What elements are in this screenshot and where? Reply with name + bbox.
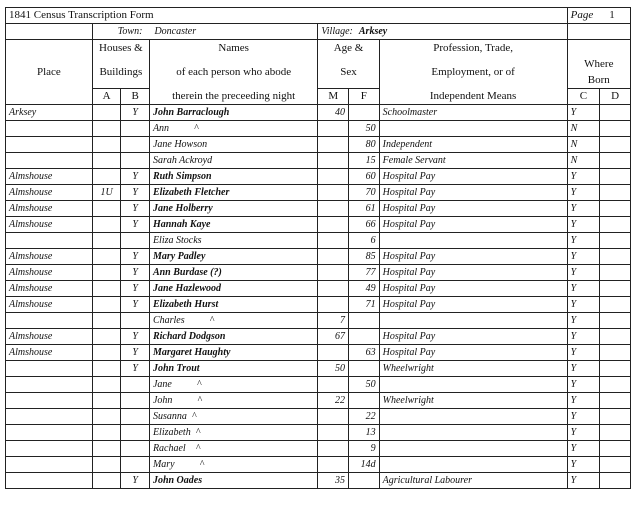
age-male-cell: 40	[318, 105, 349, 121]
col-a-cell	[92, 473, 121, 489]
place-cell: Arksey	[6, 105, 93, 121]
page-label: Page	[570, 9, 594, 21]
name-cell: Sarah Ackroyd	[149, 153, 317, 169]
age-male-cell	[318, 441, 349, 457]
name-cell: Rachael ^	[149, 441, 317, 457]
census-form	[5, 7, 631, 489]
col-c-header: C	[567, 89, 600, 105]
col-a-cell	[92, 345, 121, 361]
name-cell: Margaret Haughty	[149, 345, 317, 361]
names-sub-1: of each person who abode	[149, 56, 317, 89]
born-c-cell: Y	[567, 297, 600, 313]
age-male-cell	[318, 297, 349, 313]
age-female-cell	[349, 105, 380, 121]
age-male-cell	[318, 249, 349, 265]
age-male-cell: 35	[318, 473, 349, 489]
place-cell	[6, 425, 93, 441]
born-c-cell: Y	[567, 441, 600, 457]
profession-cell: Hospital Pay	[379, 329, 567, 345]
col-a-cell	[92, 169, 121, 185]
age-female-cell	[349, 313, 380, 329]
profession-cell: Female Servant	[379, 153, 567, 169]
col-b-cell	[121, 393, 150, 409]
profession-cell: Hospital Pay	[379, 169, 567, 185]
place-cell: Almshouse	[6, 345, 93, 361]
profession-header-3: Independent Means	[379, 89, 567, 105]
born-c-cell: Y	[567, 105, 600, 121]
profession-cell: Schoolmaster	[379, 105, 567, 121]
col-a-cell	[92, 265, 121, 281]
col-b-cell: Y	[121, 265, 150, 281]
age-female-cell: 6	[349, 233, 380, 249]
profession-cell: Agricultural Labourer	[379, 473, 567, 489]
where-header-spacer	[567, 40, 630, 57]
place-cell	[6, 153, 93, 169]
age-female-cell	[349, 393, 380, 409]
age-female-cell: 70	[349, 185, 380, 201]
age-female-cell: 85	[349, 249, 380, 265]
age-female-cell: 14d	[349, 457, 380, 473]
age-male-cell	[318, 121, 349, 137]
col-b-cell	[121, 457, 150, 473]
age-male-cell	[318, 137, 349, 153]
place-cell	[6, 457, 93, 473]
born-c-cell: Y	[567, 393, 600, 409]
born-d-cell	[600, 473, 631, 489]
age-female-cell: 13	[349, 425, 380, 441]
col-a-cell	[92, 249, 121, 265]
col-a-cell	[92, 329, 121, 345]
col-a-cell	[92, 153, 121, 169]
name-cell: Jane Howson	[149, 137, 317, 153]
name-cell: Elizabeth Hurst	[149, 297, 317, 313]
col-b-cell	[121, 233, 150, 249]
col-b-cell	[121, 313, 150, 329]
age-female-cell: 80	[349, 137, 380, 153]
age-female-cell	[349, 329, 380, 345]
age-female-cell: 49	[349, 281, 380, 297]
table-row	[6, 281, 631, 297]
age-female-cell	[349, 473, 380, 489]
col-b-cell: Y	[121, 329, 150, 345]
born-c-cell: Y	[567, 217, 600, 233]
col-b-cell: Y	[121, 473, 150, 489]
name-cell: Richard Dodgson	[149, 329, 317, 345]
born-c-cell: Y	[567, 361, 600, 377]
born-c-cell: Y	[567, 201, 600, 217]
col-b-cell	[121, 377, 150, 393]
age-female-cell: 50	[349, 377, 380, 393]
born-c-cell: Y	[567, 265, 600, 281]
col-a-cell	[92, 217, 121, 233]
col-b-cell: Y	[121, 297, 150, 313]
born-c-cell: Y	[567, 249, 600, 265]
profession-cell: Hospital Pay	[379, 185, 567, 201]
profession-cell: Hospital Pay	[379, 201, 567, 217]
name-cell: Ann ^	[149, 121, 317, 137]
born-d-cell	[600, 457, 631, 473]
born-d-cell	[600, 265, 631, 281]
town-cell	[92, 24, 318, 40]
profession-cell	[379, 313, 567, 329]
born-c-cell: Y	[567, 233, 600, 249]
census-rows	[6, 105, 631, 489]
age-male-cell	[318, 265, 349, 281]
village-label: Village:	[321, 26, 353, 37]
col-m-header: M	[318, 89, 349, 105]
table-row	[6, 361, 631, 377]
born-d-cell	[600, 441, 631, 457]
name-cell: Susanna ^	[149, 409, 317, 425]
born-d-cell	[600, 329, 631, 345]
name-cell: Jane ^	[149, 377, 317, 393]
where-header	[567, 56, 630, 89]
born-d-cell	[600, 217, 631, 233]
profession-cell: Wheelwright	[379, 361, 567, 377]
table-row	[6, 457, 631, 473]
born-d-cell	[600, 201, 631, 217]
table-row	[6, 441, 631, 457]
born-d-cell	[600, 377, 631, 393]
name-cell: John Barraclough	[149, 105, 317, 121]
age-male-cell: 22	[318, 393, 349, 409]
place-cell	[6, 441, 93, 457]
table-row	[6, 425, 631, 441]
name-cell: Charles ^	[149, 313, 317, 329]
age-female-cell	[349, 361, 380, 377]
age-male-cell	[318, 425, 349, 441]
born-d-cell	[600, 425, 631, 441]
col-b-cell	[121, 425, 150, 441]
place-cell	[6, 473, 93, 489]
col-d-header: D	[600, 89, 631, 105]
place-cell	[6, 409, 93, 425]
col-b-cell: Y	[121, 249, 150, 265]
form-title: 1841 Census Transcription Form	[6, 8, 568, 24]
table-row	[6, 137, 631, 153]
age-male-cell	[318, 377, 349, 393]
col-a-cell	[92, 201, 121, 217]
col-b-cell	[121, 441, 150, 457]
name-cell: John Trout	[149, 361, 317, 377]
page-indicator	[567, 8, 630, 24]
place-cell: Almshouse	[6, 249, 93, 265]
born-c-cell: N	[567, 121, 600, 137]
table-row	[6, 153, 631, 169]
village-spacer	[567, 24, 630, 40]
born-c-cell: N	[567, 153, 600, 169]
table-row	[6, 329, 631, 345]
profession-cell: Hospital Pay	[379, 297, 567, 313]
name-cell: Jane Hazlewood	[149, 281, 317, 297]
age-female-cell: 77	[349, 265, 380, 281]
age-female-cell: 15	[349, 153, 380, 169]
name-cell: John ^	[149, 393, 317, 409]
name-cell: Elizabeth Fletcher	[149, 185, 317, 201]
born-d-cell	[600, 297, 631, 313]
born-d-cell	[600, 169, 631, 185]
village-value: Arksey	[358, 26, 388, 37]
age-male-cell	[318, 409, 349, 425]
age-male-cell	[318, 201, 349, 217]
age-header-2: Sex	[318, 56, 379, 89]
born-d-cell	[600, 249, 631, 265]
col-b-cell	[121, 409, 150, 425]
table-row	[6, 265, 631, 281]
table-row	[6, 473, 631, 489]
born-d-cell	[600, 361, 631, 377]
col-b-cell: Y	[121, 217, 150, 233]
age-male-cell	[318, 281, 349, 297]
age-male-cell	[318, 345, 349, 361]
name-cell: Mary Padley	[149, 249, 317, 265]
age-female-cell: 50	[349, 121, 380, 137]
col-b-header: B	[121, 89, 150, 105]
age-female-cell: 60	[349, 169, 380, 185]
profession-cell	[379, 425, 567, 441]
names-header: Names	[149, 40, 317, 57]
table-row	[6, 377, 631, 393]
profession-cell	[379, 233, 567, 249]
place-cell: Almshouse	[6, 185, 93, 201]
place-cell: Almshouse	[6, 265, 93, 281]
col-a-cell	[92, 121, 121, 137]
table-row	[6, 105, 631, 121]
place-cell	[6, 121, 93, 137]
born-c-cell: Y	[567, 345, 600, 361]
names-sub-2: therein the preceeding night	[149, 89, 317, 105]
table-row	[6, 297, 631, 313]
born-c-cell: Y	[567, 377, 600, 393]
table-row	[6, 393, 631, 409]
profession-cell: Independent	[379, 137, 567, 153]
born-c-cell: Y	[567, 329, 600, 345]
name-cell: Mary ^	[149, 457, 317, 473]
col-a-cell	[92, 233, 121, 249]
name-cell: Jane Holberry	[149, 201, 317, 217]
town-label: Town:	[117, 26, 143, 37]
age-male-cell: 50	[318, 361, 349, 377]
born-d-cell	[600, 153, 631, 169]
age-male-cell	[318, 185, 349, 201]
born-c-cell: Y	[567, 313, 600, 329]
where-header-2: Born	[587, 74, 610, 86]
table-row	[6, 313, 631, 329]
place-cell: Almshouse	[6, 281, 93, 297]
table-row	[6, 121, 631, 137]
profession-cell: Hospital Pay	[379, 265, 567, 281]
col-b-cell	[121, 137, 150, 153]
profession-cell	[379, 441, 567, 457]
col-b-cell: Y	[121, 345, 150, 361]
census-table	[5, 7, 631, 489]
town-value: Doncaster	[154, 26, 197, 37]
age-female-cell: 71	[349, 297, 380, 313]
place-cell	[6, 137, 93, 153]
place-cell: Almshouse	[6, 217, 93, 233]
name-cell: Hannah Kaye	[149, 217, 317, 233]
born-d-cell	[600, 393, 631, 409]
profession-header-1: Profession, Trade,	[379, 40, 567, 57]
age-male-cell	[318, 217, 349, 233]
age-male-cell	[318, 153, 349, 169]
profession-cell	[379, 121, 567, 137]
born-d-cell	[600, 105, 631, 121]
table-row	[6, 169, 631, 185]
col-a-cell	[92, 137, 121, 153]
profession-cell: Hospital Pay	[379, 281, 567, 297]
age-female-cell: 9	[349, 441, 380, 457]
col-b-cell	[121, 153, 150, 169]
table-row	[6, 217, 631, 233]
town-spacer	[6, 24, 93, 40]
place-cell	[6, 377, 93, 393]
col-f-header: F	[349, 89, 380, 105]
table-row	[6, 201, 631, 217]
born-c-cell: Y	[567, 281, 600, 297]
profession-cell: Hospital Pay	[379, 249, 567, 265]
col-b-cell: Y	[121, 105, 150, 121]
profession-cell	[379, 409, 567, 425]
col-b-cell: Y	[121, 201, 150, 217]
houses-header-1: Houses &	[92, 40, 149, 57]
table-row	[6, 185, 631, 201]
place-cell	[6, 313, 93, 329]
profession-cell	[379, 377, 567, 393]
place-cell	[6, 361, 93, 377]
table-row	[6, 345, 631, 361]
col-a-cell	[92, 441, 121, 457]
born-c-cell: Y	[567, 185, 600, 201]
place-header: Place	[6, 40, 93, 105]
born-c-cell: Y	[567, 409, 600, 425]
age-header-1: Age &	[318, 40, 379, 57]
born-c-cell: N	[567, 137, 600, 153]
profession-cell	[379, 457, 567, 473]
where-header-1: Where	[584, 58, 614, 70]
col-a-cell	[92, 425, 121, 441]
name-cell: Ann Burdase (?)	[149, 265, 317, 281]
col-b-cell	[121, 121, 150, 137]
born-d-cell	[600, 345, 631, 361]
col-b-cell: Y	[121, 169, 150, 185]
profession-cell: Wheelwright	[379, 393, 567, 409]
col-a-header: A	[92, 89, 121, 105]
name-cell: Elizabeth ^	[149, 425, 317, 441]
col-a-cell	[92, 409, 121, 425]
born-c-cell: Y	[567, 169, 600, 185]
table-row	[6, 233, 631, 249]
place-cell	[6, 233, 93, 249]
age-male-cell: 67	[318, 329, 349, 345]
place-cell	[6, 393, 93, 409]
place-cell: Almshouse	[6, 201, 93, 217]
page-number: 1	[609, 9, 615, 21]
profession-cell: Hospital Pay	[379, 217, 567, 233]
col-a-cell	[92, 297, 121, 313]
born-d-cell	[600, 409, 631, 425]
born-c-cell: Y	[567, 425, 600, 441]
col-a-cell: 1U	[92, 185, 121, 201]
col-a-cell	[92, 361, 121, 377]
col-a-cell	[92, 457, 121, 473]
born-c-cell: Y	[567, 473, 600, 489]
born-d-cell	[600, 137, 631, 153]
profession-cell: Hospital Pay	[379, 345, 567, 361]
profession-header-2: Employment, or of	[379, 56, 567, 89]
age-male-cell	[318, 169, 349, 185]
age-female-cell: 66	[349, 217, 380, 233]
born-d-cell	[600, 233, 631, 249]
born-c-cell: Y	[567, 457, 600, 473]
col-b-cell: Y	[121, 281, 150, 297]
village-cell	[318, 24, 567, 40]
houses-header-2: Buildings	[92, 56, 149, 89]
table-row	[6, 409, 631, 425]
col-a-cell	[92, 313, 121, 329]
col-b-cell: Y	[121, 185, 150, 201]
place-cell: Almshouse	[6, 329, 93, 345]
col-a-cell	[92, 281, 121, 297]
age-male-cell: 7	[318, 313, 349, 329]
age-female-cell: 22	[349, 409, 380, 425]
born-d-cell	[600, 121, 631, 137]
table-row	[6, 249, 631, 265]
name-cell: Eliza Stocks	[149, 233, 317, 249]
col-a-cell	[92, 393, 121, 409]
col-a-cell	[92, 105, 121, 121]
age-female-cell: 61	[349, 201, 380, 217]
age-male-cell	[318, 233, 349, 249]
col-b-cell: Y	[121, 361, 150, 377]
place-cell: Almshouse	[6, 169, 93, 185]
name-cell: John Oades	[149, 473, 317, 489]
born-d-cell	[600, 313, 631, 329]
age-female-cell: 63	[349, 345, 380, 361]
born-d-cell	[600, 281, 631, 297]
place-cell: Almshouse	[6, 297, 93, 313]
born-d-cell	[600, 185, 631, 201]
age-male-cell	[318, 457, 349, 473]
col-a-cell	[92, 377, 121, 393]
name-cell: Ruth Simpson	[149, 169, 317, 185]
